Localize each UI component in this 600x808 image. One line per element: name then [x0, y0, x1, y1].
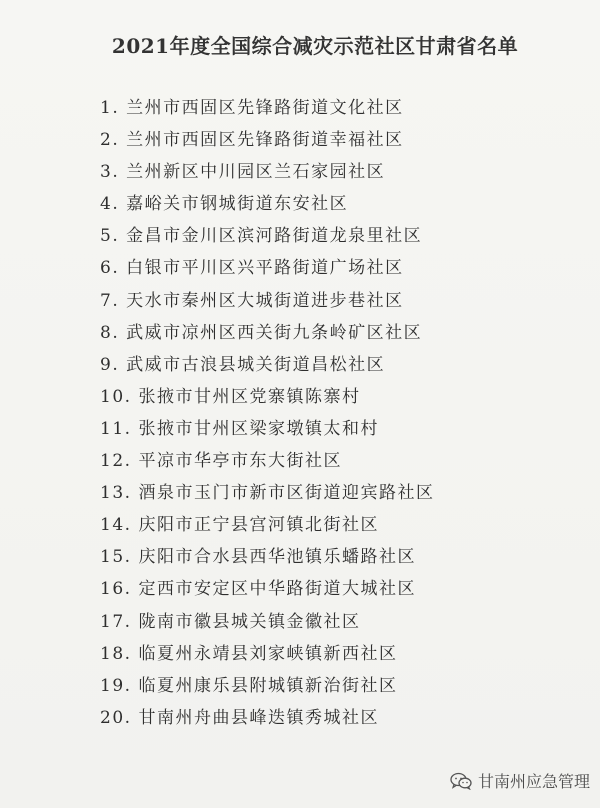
page-title: 2021年度全国综合减灾示范社区甘肃省名单 [111, 34, 519, 58]
list-item: 14. 庆阳市正宁县宫河镇北街社区 [100, 515, 379, 536]
list-item: 6. 白银市平川区兴平路街道广场社区 [100, 258, 404, 279]
watermark [450, 769, 590, 792]
list-item: 8. 武威市凉州区西关街九条岭矿区社区 [100, 322, 423, 343]
list-item: 17. 陇南市徽县城关镇金徽社区 [100, 611, 361, 632]
list-item: 19. 临夏州康乐县附城镇新治街社区 [100, 675, 398, 696]
list-item: 9. 武威市古浪县城关街道昌松社区 [100, 354, 386, 375]
community-list [100, 92, 570, 734]
watermark-text: 甘南州应急管理 [477, 772, 590, 791]
list-item: 4. 嘉峪关市钢城街道东安社区 [100, 194, 349, 215]
list-item: 2. 兰州市西固区先锋路街道幸福社区 [100, 130, 404, 151]
list-item: 20. 甘南州舟曲县峰迭镇秀城社区 [100, 707, 379, 728]
list-item: 15. 庆阳市合水县西华池镇乐蟠路社区 [100, 547, 416, 568]
list-item: 1. 兰州市西固区先锋路街道文化社区 [100, 98, 404, 118]
list-item: 16. 定西市安定区中华路街道大城社区 [100, 579, 416, 600]
list-item: 5. 金昌市金川区滨河路街道龙泉里社区 [100, 226, 423, 247]
list-item: 11. 张掖市甘州区梁家墩镇太和村 [100, 418, 379, 439]
wechat-icon [450, 772, 472, 790]
list-item: 12. 平凉市华亭市东大街社区 [100, 451, 342, 472]
list-item: 13. 酒泉市玉门市新市区街道迎宾路社区 [100, 483, 435, 504]
list-item: 7. 天水市秦州区大城街道进步巷社区 [100, 290, 404, 311]
list-item: 18. 临夏州永靖县刘家峡镇新西社区 [100, 643, 398, 664]
list-item: 3. 兰州新区中川园区兰石家园社区 [100, 162, 386, 183]
list-item: 10. 张掖市甘州区党寨镇陈寨村 [100, 386, 361, 407]
